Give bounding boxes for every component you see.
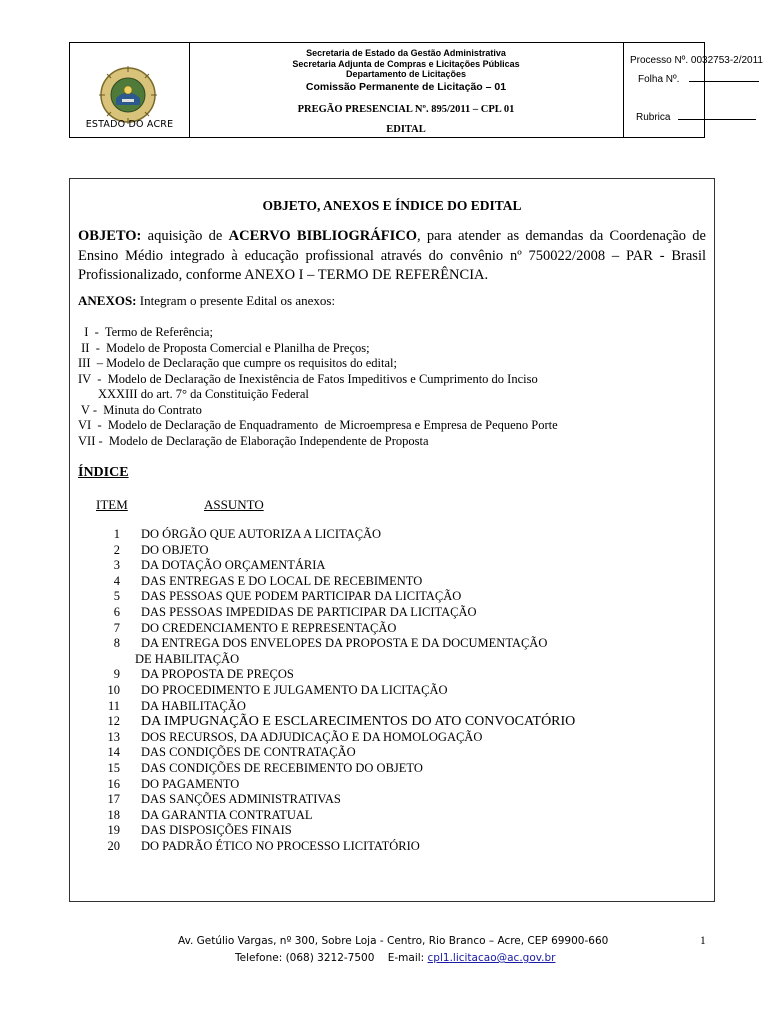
anexos-list xyxy=(78,325,706,449)
index-row xyxy=(70,683,714,699)
footer-email-link[interactable]: cpl1.licitacao@ac.gov.br xyxy=(427,952,556,964)
header-process-cell xyxy=(623,43,763,137)
index-row xyxy=(70,792,714,808)
folha-field xyxy=(638,73,759,85)
folha-blank-line xyxy=(689,73,759,82)
anexo-item: VII - Modelo de Declaração de Elaboração Independente de Proposta xyxy=(78,433,429,448)
index-subject: DO PAGAMENTO xyxy=(141,776,240,791)
index-number: 8 xyxy=(113,636,120,651)
index-subject: DO CREDENCIAMENTO E REPRESENTAÇÃO xyxy=(141,620,397,635)
index-row xyxy=(70,589,714,605)
index-number: 18 xyxy=(107,807,120,822)
index-row xyxy=(70,714,714,730)
index-row xyxy=(70,621,714,637)
index-subject: DA ENTREGA DOS ENVELOPES DA PROPOSTA E DA DOCUMENTAÇÃO xyxy=(141,636,548,651)
page-number: 1 xyxy=(700,935,706,947)
index-subject: DO PROCEDIMENTO E JULGAMENTO DA LICITAÇÃO xyxy=(141,682,448,697)
footer-address: Av. Getúlio Vargas, nº 300, Sobre Loja - Centro, Rio Branco – Acre, CEP 69900-660 xyxy=(178,935,609,947)
index-subject: DO ÓRGÃO QUE AUTORIZA A LICITAÇÃO xyxy=(141,527,382,541)
objeto-bold-text: ACERVO BIBLIOGRÁFICO xyxy=(228,228,417,244)
index-number: 17 xyxy=(107,792,120,807)
header-title-cell xyxy=(189,43,624,137)
index-number: 13 xyxy=(107,729,120,744)
index-subject: DO PADRÃO ÉTICO NO PROCESSO LICITATÓRIO xyxy=(141,838,420,853)
index-list xyxy=(70,527,714,854)
index-column-assunto: ASSUNTO xyxy=(204,497,264,512)
objeto-paragraph xyxy=(78,227,706,286)
state-coat-of-arms-icon xyxy=(98,65,158,125)
section-title: OBJETO, ANEXOS E ÍNDICE DO EDITAL xyxy=(262,198,522,213)
index-row xyxy=(70,745,714,761)
index-number: 19 xyxy=(107,823,120,838)
rubrica-blank-line xyxy=(678,111,756,120)
index-row xyxy=(70,839,714,855)
objeto-text-2: , para atender as demandas da Coordenação de Ensino Médio integrado à educação profissional através do convênio nº 750022/2008 – PAR - Brasil Profissionalizado, conforme ANEXO I – TERMO DE REFERÊNCIA. xyxy=(78,228,706,283)
index-subject: DA GARANTIA CONTRATUAL xyxy=(141,807,313,822)
document-header xyxy=(69,42,763,138)
index-row xyxy=(70,543,714,559)
index-subject: DA DOTAÇÃO ORÇAMENTÁRIA xyxy=(141,558,326,573)
index-row xyxy=(70,761,714,777)
index-number: 4 xyxy=(113,573,120,588)
index-number: 20 xyxy=(107,838,120,853)
index-row xyxy=(70,777,714,793)
footer-telefone: Telefone: (068) 3212-7500 E-mail: xyxy=(235,952,428,964)
estado-label: ESTADO DO ACRE xyxy=(85,119,174,130)
anexos-intro xyxy=(78,293,335,309)
index-row xyxy=(70,527,714,543)
objeto-label: OBJETO: xyxy=(78,228,142,244)
index-subject: DAS CONDIÇÕES DE RECEBIMENTO DO OBJETO xyxy=(141,760,423,775)
index-row xyxy=(70,558,714,574)
index-number: 11 xyxy=(107,698,120,713)
index-row xyxy=(70,699,714,715)
comissao-line: Comissão Permanente de Licitação – 01 xyxy=(305,81,507,93)
index-subject: DAS PESSOAS QUE PODEM PARTICIPAR DA LICITAÇÃO xyxy=(141,589,462,604)
index-number: 9 xyxy=(113,667,120,682)
index-number: 5 xyxy=(113,589,120,604)
index-subject-continuation: DE HABILITAÇÃO xyxy=(135,651,240,666)
index-subject: DA IMPUGNAÇÃO E ESCLARECIMENTOS DO ATO CONVOCATÓRIO xyxy=(141,714,576,730)
objeto-text-1: aquisição de xyxy=(141,228,229,244)
header-logo-cell xyxy=(70,43,190,137)
index-row xyxy=(70,605,714,621)
index-number: 12 xyxy=(107,714,120,729)
secretaria-line: Secretaria de Estado da Gestão Administrativa xyxy=(306,48,506,58)
index-number: 2 xyxy=(113,542,120,557)
anexos-text: Integram o presente Edital os anexos: xyxy=(136,293,336,308)
index-row xyxy=(70,574,714,590)
index-row xyxy=(70,636,714,667)
index-number: 15 xyxy=(107,760,120,775)
index-subject: DO OBJETO xyxy=(141,542,209,557)
index-subject: DAS CONDIÇÕES DE CONTRATAÇÃO xyxy=(141,745,356,760)
anexos-label: ANEXOS: xyxy=(78,293,137,308)
index-number: 1 xyxy=(113,527,120,541)
index-subject: DAS ENTREGAS E DO LOCAL DE RECEBIMENTO xyxy=(141,573,423,588)
index-row xyxy=(70,808,714,824)
anexo-item: IV - Modelo de Declaração de Inexistência de Fatos Impeditivos e Cumprimento do Inciso xyxy=(78,371,538,386)
index-subject: DA HABILITAÇÃO xyxy=(141,698,246,713)
index-subject: DAS PESSOAS IMPEDIDAS DE PARTICIPAR DA LICITAÇÃO xyxy=(141,604,477,619)
anexo-item: I - Termo de Referência; xyxy=(78,325,213,339)
anexo-item: II - Modelo de Proposta Comercial e Planilha de Preços; xyxy=(78,340,370,355)
anexo-item: III – Modelo de Declaração que cumpre os requisitos do edital; xyxy=(78,356,397,370)
pregao-line: PREGÃO PRESENCIAL Nº. 895/2011 – CPL 01 xyxy=(297,104,515,115)
indice-title: ÍNDICE xyxy=(78,465,129,480)
index-number: 10 xyxy=(107,682,120,697)
rubrica-field xyxy=(636,111,756,123)
edital-content-box xyxy=(69,178,715,902)
folha-label: Folha Nº. xyxy=(638,74,680,85)
index-subject: DA PROPOSTA DE PREÇOS xyxy=(141,667,294,682)
index-row xyxy=(70,823,714,839)
rubrica-label: Rubrica xyxy=(636,112,671,123)
index-subject: DAS SANÇÕES ADMINISTRATIVAS xyxy=(141,792,341,807)
secretaria-adjunta-line: Secretaria Adjunta de Compras e Licitações Públicas xyxy=(292,59,520,69)
footer-contact xyxy=(235,952,555,964)
index-column-item: ITEM xyxy=(96,497,128,512)
index-row xyxy=(70,730,714,746)
anexo-item: V - Minuta do Contrato xyxy=(78,402,202,417)
index-number: 14 xyxy=(107,745,120,760)
index-subject: DOS RECURSOS, DA ADJUDICAÇÃO E DA HOMOLOGAÇÃO xyxy=(141,729,483,744)
index-number: 16 xyxy=(107,776,120,791)
processo-number: Processo Nº. 0032753-2/2011 xyxy=(630,55,763,66)
index-row xyxy=(70,667,714,683)
anexo-item-continuation: XXXIII do art. 7° da Constituição Federal xyxy=(98,387,309,401)
index-number: 3 xyxy=(113,558,120,573)
index-number: 7 xyxy=(113,620,120,635)
edital-line: EDITAL xyxy=(386,124,426,135)
index-number: 6 xyxy=(113,604,120,619)
departamento-line: Departamento de Licitações xyxy=(345,69,467,79)
index-subject: DAS DISPOSIÇÕES FINAIS xyxy=(141,823,292,838)
anexo-item: VI - Modelo de Declaração de Enquadramento de Microempresa e Empresa de Pequeno Porte xyxy=(78,418,558,432)
